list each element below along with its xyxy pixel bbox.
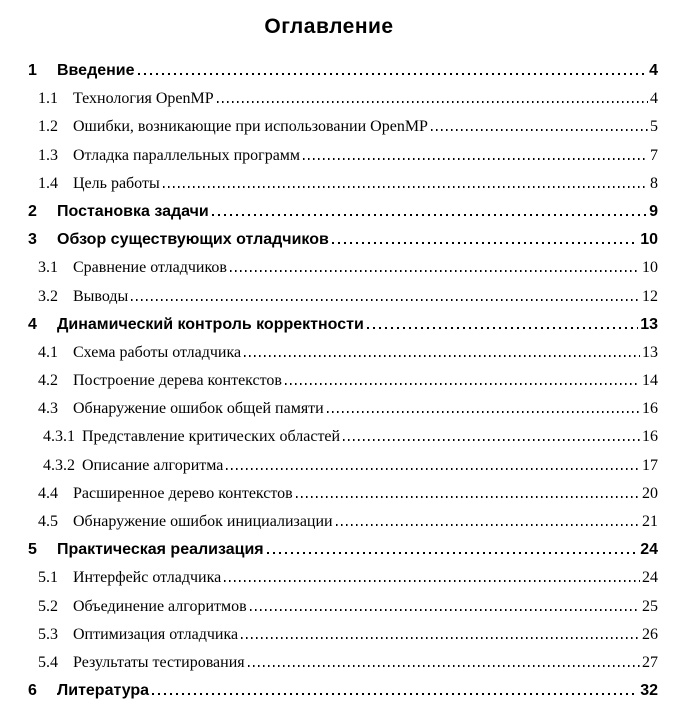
toc-entry-title: Оптимизация отладчика bbox=[73, 625, 239, 643]
toc-entry-page: 12 bbox=[642, 287, 658, 305]
toc-entry-number: 4.5 bbox=[38, 513, 58, 530]
toc-entry-title: Построение дерева контекстов bbox=[73, 372, 282, 390]
toc-entry-number: 1.3 bbox=[38, 146, 58, 164]
toc-entry-title: Объединение алгоритмов bbox=[73, 597, 247, 615]
toc-entry-page: 5 bbox=[650, 118, 658, 136]
toc-entry-number: 4.3.2 bbox=[43, 456, 75, 474]
page-title: Оглавление bbox=[264, 15, 394, 38]
toc-entry-number: 4.3 bbox=[38, 400, 58, 418]
toc-entry-page: 7 bbox=[650, 146, 658, 164]
toc-entry[interactable] bbox=[0, 536, 658, 564]
toc-entry[interactable] bbox=[0, 170, 658, 198]
toc-entry-title: Интерфейс отладчика bbox=[73, 569, 222, 587]
toc-entry[interactable] bbox=[0, 508, 658, 536]
toc-entry-title: Отладка параллельных программ bbox=[73, 146, 301, 164]
toc-entry-page: 4 bbox=[649, 62, 658, 79]
dot-leader-icon bbox=[303, 158, 648, 160]
dot-leader-icon bbox=[296, 496, 640, 498]
toc-entry[interactable] bbox=[0, 254, 658, 282]
toc-entry[interactable] bbox=[0, 564, 658, 592]
toc-entry-page: 16 bbox=[642, 428, 658, 446]
toc-entry-page: 17 bbox=[642, 456, 658, 474]
dot-leader-icon bbox=[336, 524, 640, 526]
toc-entry-title: Выводы bbox=[73, 287, 129, 305]
toc-entry-number: 3.2 bbox=[38, 287, 58, 305]
toc-entry-page: 10 bbox=[640, 231, 658, 249]
toc-entry-page: 32 bbox=[640, 682, 658, 700]
toc-entry[interactable] bbox=[0, 85, 658, 113]
toc-entry-title: Постановка задачи bbox=[57, 202, 209, 220]
dot-leader-icon bbox=[244, 355, 640, 357]
dot-leader-icon bbox=[327, 411, 640, 413]
toc-entry-page: 21 bbox=[642, 513, 658, 530]
toc-entry-page: 13 bbox=[640, 315, 658, 333]
toc-entry-title: Результаты тестирования bbox=[73, 653, 245, 671]
toc-entry-title: Литература bbox=[57, 682, 150, 700]
toc-entry-number: 5.1 bbox=[38, 569, 58, 587]
toc-entry-number: 1.4 bbox=[38, 174, 58, 192]
dot-leader-icon bbox=[267, 552, 639, 555]
toc-entry-number: 5.4 bbox=[38, 653, 58, 671]
toc-entry-title: Сравнение отладчиков bbox=[73, 259, 227, 277]
dot-leader-icon bbox=[248, 665, 640, 667]
toc-entry[interactable] bbox=[0, 198, 658, 226]
toc-entry-number: 4.1 bbox=[38, 343, 58, 361]
toc-entry-number: 5 bbox=[28, 541, 37, 559]
toc-entry-title: Введение bbox=[57, 62, 135, 79]
dot-leader-icon bbox=[241, 637, 640, 639]
toc-entry[interactable] bbox=[0, 57, 658, 85]
toc-entry[interactable] bbox=[0, 452, 658, 480]
toc-entry-page: 24 bbox=[642, 569, 658, 587]
toc-entry-number: 4.2 bbox=[38, 372, 58, 390]
toc-entry[interactable] bbox=[0, 283, 658, 311]
toc-entry-title: Ошибки, возникающие при использовании OpenMP bbox=[73, 118, 428, 136]
toc-entry-number: 6 bbox=[28, 682, 37, 700]
toc-entry-number: 2 bbox=[28, 202, 37, 220]
toc-entry-title: Практическая реализация bbox=[57, 541, 264, 559]
dot-leader-icon bbox=[152, 693, 638, 696]
toc-entry[interactable] bbox=[0, 367, 658, 395]
toc-list bbox=[0, 57, 658, 705]
toc-entry-number: 3 bbox=[28, 231, 37, 249]
toc-entry[interactable] bbox=[0, 226, 658, 254]
toc-entry-page: 24 bbox=[640, 541, 658, 559]
toc-entry[interactable] bbox=[0, 142, 658, 170]
toc-entry-title: Технология OpenMP bbox=[73, 90, 214, 108]
toc-entry-page: 9 bbox=[649, 202, 658, 220]
toc-entry-page: 13 bbox=[642, 343, 658, 361]
dot-leader-icon bbox=[131, 299, 640, 301]
toc-entry-page: 8 bbox=[650, 174, 658, 192]
toc-entry-number: 1.1 bbox=[38, 90, 58, 108]
dot-leader-icon bbox=[230, 270, 640, 272]
toc-entry-number: 4.4 bbox=[38, 484, 58, 502]
toc-entry[interactable] bbox=[0, 395, 658, 423]
toc-entry-page: 20 bbox=[642, 484, 658, 502]
toc-entry-title: Обзор существующих отладчиков bbox=[57, 231, 329, 249]
toc-entry-page: 25 bbox=[642, 597, 658, 615]
dot-leader-icon bbox=[343, 439, 640, 441]
toc-entry-number: 1 bbox=[28, 62, 37, 79]
toc-entry[interactable] bbox=[0, 423, 658, 451]
dot-leader-icon bbox=[332, 242, 638, 245]
toc-entry-title: Динамический контроль корректности bbox=[57, 315, 364, 333]
dot-leader-icon bbox=[217, 101, 648, 103]
dot-leader-icon bbox=[250, 609, 640, 611]
toc-entry-number: 3.1 bbox=[38, 259, 58, 277]
toc-entry-page: 16 bbox=[642, 400, 658, 418]
toc-entry-title: Схема работы отладчика bbox=[73, 343, 242, 361]
toc-entry[interactable] bbox=[0, 677, 658, 705]
toc-entry[interactable] bbox=[0, 621, 658, 649]
toc-entry-title: Расширенное дерево контекстов bbox=[73, 484, 293, 502]
toc-entry-title: Представление критических областей bbox=[82, 428, 341, 446]
toc-entry[interactable] bbox=[0, 593, 658, 621]
dot-leader-icon bbox=[285, 383, 640, 385]
toc-entry[interactable] bbox=[0, 480, 658, 508]
toc-entry-number: 5.3 bbox=[38, 625, 58, 643]
toc-entry[interactable] bbox=[0, 113, 658, 141]
toc-entry-number: 4.3.1 bbox=[43, 428, 75, 446]
toc-entry-page: 4 bbox=[650, 90, 658, 108]
dot-leader-icon bbox=[431, 129, 648, 131]
toc-entry-title: Обнаружение ошибок инициализации bbox=[73, 513, 333, 530]
dot-leader-icon bbox=[163, 186, 648, 188]
toc-entry-number: 1.2 bbox=[38, 118, 58, 136]
toc-entry-page: 10 bbox=[642, 259, 658, 277]
toc-entry[interactable] bbox=[0, 649, 658, 677]
toc-entry-title: Цель работы bbox=[73, 174, 160, 192]
toc-entry-page: 14 bbox=[642, 372, 658, 390]
dot-leader-icon bbox=[367, 326, 638, 329]
dot-leader-icon bbox=[224, 580, 640, 582]
toc-entry-title: Описание алгоритма bbox=[82, 456, 224, 474]
dot-leader-icon bbox=[138, 72, 648, 75]
toc-entry-page: 26 bbox=[642, 625, 658, 643]
toc-entry-title: Обнаружение ошибок общей памяти bbox=[73, 400, 324, 418]
toc-entry-number: 4 bbox=[28, 315, 37, 333]
dot-leader-icon bbox=[226, 468, 640, 470]
dot-leader-icon bbox=[212, 213, 647, 216]
toc-entry-page: 27 bbox=[642, 653, 658, 671]
toc-entry-number: 5.2 bbox=[38, 597, 58, 615]
toc-entry[interactable] bbox=[0, 339, 658, 367]
toc-entry[interactable] bbox=[0, 311, 658, 339]
